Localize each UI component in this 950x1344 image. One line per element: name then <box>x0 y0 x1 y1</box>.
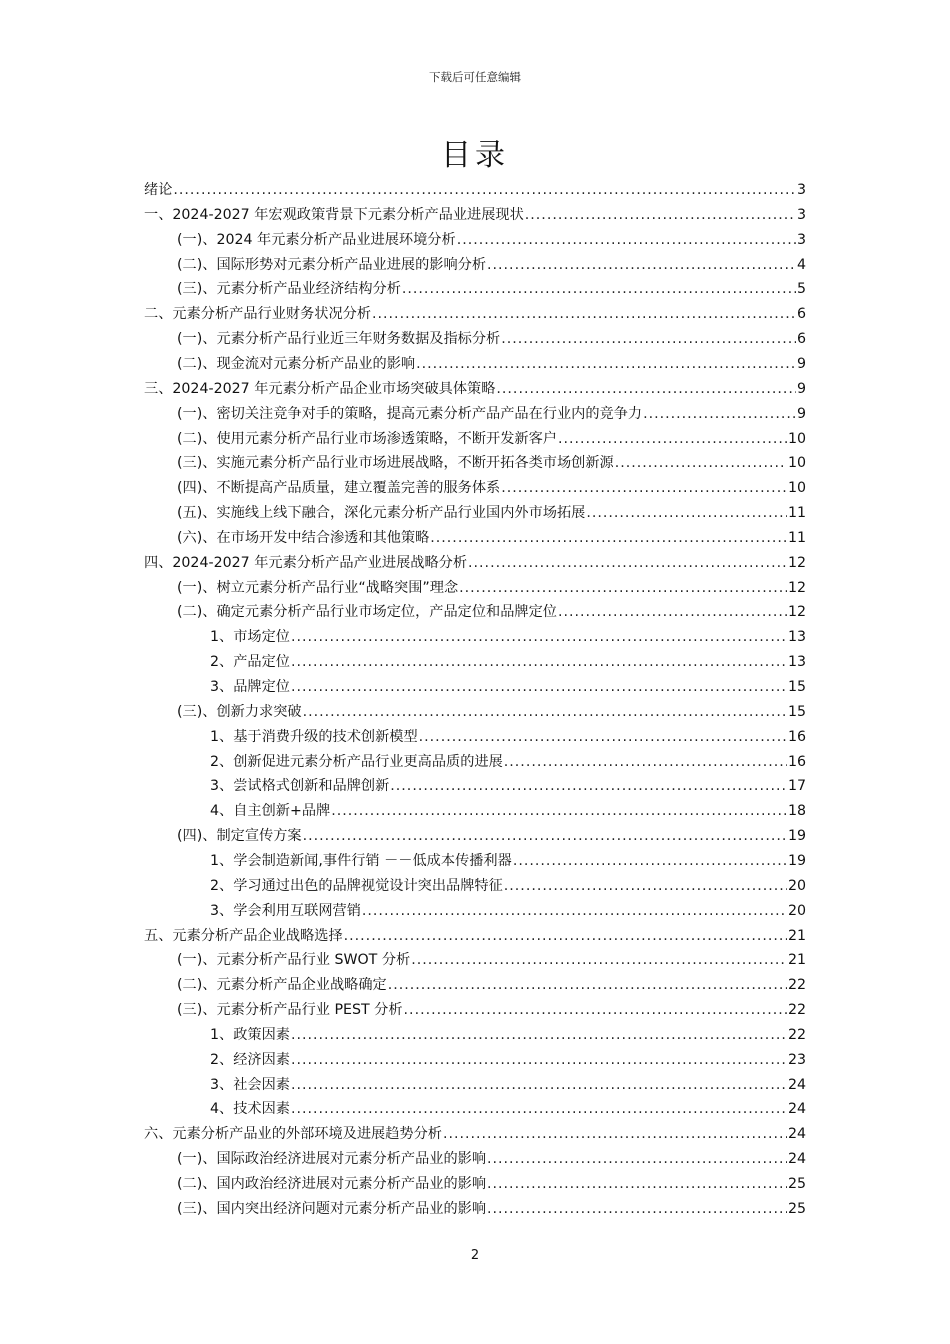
toc-entry-page-number: 13 <box>787 629 806 646</box>
toc-entry-title: 1、学会制造新闻,事件行销 －－低成本传播利器 <box>210 852 512 869</box>
toc-dot-leader <box>404 1000 787 1020</box>
toc-entry[interactable] <box>210 847 806 871</box>
page-number: 2 <box>470 1248 480 1263</box>
toc-dot-leader <box>443 1124 787 1144</box>
toc-dot-leader <box>457 230 796 250</box>
toc-entry[interactable] <box>210 1071 806 1095</box>
toc-entry-title: 五、元素分析产品企业战略选择 <box>144 927 343 944</box>
toc-entry-page-number: 9 <box>796 355 806 372</box>
toc-entry-page-number: 10 <box>787 455 806 472</box>
toc-entry[interactable] <box>210 673 806 697</box>
toc-entry[interactable] <box>210 772 806 796</box>
toc-dot-leader <box>291 1025 787 1045</box>
toc-entry-title: 3、社会因素 <box>210 1076 290 1093</box>
toc-entry-title: (五)、实施线上线下融合，深化元素分析产品行业国内外市场拓展 <box>177 505 586 522</box>
toc-entry-page-number: 4 <box>796 256 806 273</box>
toc-entry-title: 绪论 <box>144 182 173 198</box>
toc-dot-leader <box>487 1199 787 1219</box>
toc-entry[interactable] <box>177 449 806 473</box>
toc-entry-title: 1、基于消费升级的技术创新模型 <box>210 728 418 745</box>
toc-entry-page-number: 12 <box>787 554 806 571</box>
toc-dot-leader <box>303 826 787 846</box>
toc-entry-title: 4、技术因素 <box>210 1101 290 1118</box>
toc-entry-page-number: 22 <box>787 977 806 994</box>
toc-dot-leader <box>402 279 796 299</box>
toc-dot-leader <box>291 1075 787 1095</box>
toc-entry[interactable] <box>144 375 806 399</box>
toc-entry-title: (二)、国际形势对元素分析产品业进展的影响分析 <box>177 256 487 273</box>
toc-entry[interactable] <box>210 748 806 772</box>
toc-dot-leader <box>586 503 787 523</box>
toc-entry-page-number: 13 <box>787 654 806 671</box>
toc-entry-page-number: 25 <box>787 1176 806 1192</box>
toc-entry-page-number: 18 <box>787 803 806 820</box>
toc-entry-page-number: 6 <box>796 306 806 323</box>
toc-entry-page-number: 11 <box>787 529 806 546</box>
toc-dot-leader <box>496 379 796 399</box>
toc-dot-leader <box>615 453 787 473</box>
toc-dot-leader <box>468 553 787 573</box>
toc-entry-title: 三、2024-2027 年元素分析产品企业市场突破具体策略 <box>144 380 496 397</box>
toc-dot-leader <box>411 950 787 970</box>
toc-entry-page-number: 22 <box>787 1002 806 1019</box>
toc-entry-title: 4、自主创新+品牌 <box>210 803 331 820</box>
toc-entry-title: (二)、确定元素分析产品行业市场定位，产品定位和品牌定位 <box>177 604 557 621</box>
toc-entry-title: 3、尝试格式创新和品牌创新 <box>210 778 390 795</box>
toc-dot-leader <box>291 652 787 672</box>
toc-entry[interactable] <box>177 400 806 424</box>
toc-dot-leader <box>331 801 787 821</box>
toc-dot-leader <box>372 304 796 324</box>
toc-dot-leader <box>643 404 796 424</box>
toc-entry-page-number: 24 <box>787 1126 806 1143</box>
toc-entry-page-number: 25 <box>787 1200 806 1217</box>
toc-entry-title: 3、学会利用互联网营销 <box>210 902 361 919</box>
toc-entry-title: (三)、元素分析产品行业 PEST 分析 <box>177 1002 403 1019</box>
toc-entry-page-number: 23 <box>787 1051 806 1068</box>
toc-entry-page-number: 15 <box>787 703 806 720</box>
toc-entry[interactable] <box>177 275 806 299</box>
toc-entry-page-number: 9 <box>796 405 806 422</box>
toc-entry[interactable] <box>177 325 806 349</box>
toc-entry-title: (一)、2024 年元素分析产品业进展环境分析 <box>177 231 456 248</box>
toc-entry-title: (一)、树立元素分析产品行业“战略突围”理念 <box>177 579 459 596</box>
toc-entry-title: (三)、创新力求突破 <box>177 703 302 720</box>
toc-entry-page-number: 3 <box>796 206 806 223</box>
toc-entry-title: (二)、使用元素分析产品行业市场渗透策略，不断开发新客户 <box>177 430 557 447</box>
toc-entry-page-number: 10 <box>787 480 806 497</box>
toc-entry[interactable] <box>177 698 806 722</box>
toc-entry-page-number: 22 <box>787 1026 806 1043</box>
toc-entry-title: (三)、元素分析产品业经济结构分析 <box>177 281 401 298</box>
toc-entry-title: 2、经济因素 <box>210 1051 290 1068</box>
toc-entry[interactable] <box>177 598 806 622</box>
toc-entry[interactable] <box>177 499 806 523</box>
toc-entry[interactable] <box>177 350 806 374</box>
toc-dot-leader <box>501 478 787 498</box>
toc-entry[interactable] <box>210 797 806 821</box>
toc-entry-page-number: 21 <box>787 927 806 944</box>
toc-entry-page-number: 12 <box>787 604 806 621</box>
toc-entry-title: (四)、不断提高产品质量，建立覆盖完善的服务体系 <box>177 480 501 497</box>
toc-entry[interactable] <box>144 549 806 573</box>
toc-entry-page-number: 24 <box>787 1076 806 1093</box>
toc-entry-title: (三)、实施元素分析产品行业市场进展战略，不断开拓各类市场创新源 <box>177 455 614 472</box>
header-note: 下载后可任意编辑 <box>429 70 521 84</box>
toc-dot-leader <box>487 255 796 275</box>
toc-dot-leader <box>344 926 787 946</box>
toc-entry-page-number: 16 <box>787 753 806 770</box>
toc-entry[interactable] <box>177 996 806 1020</box>
toc-entry[interactable] <box>177 946 806 970</box>
toc-entry-page-number: 15 <box>787 679 806 695</box>
toc-entry[interactable] <box>210 897 806 921</box>
toc-entry-title: 3、品牌定位 <box>210 679 290 695</box>
toc-entry-title: (一)、元素分析产品行业近三年财务数据及指标分析 <box>177 331 501 348</box>
toc-entry-title: (二)、现金流对元素分析产品业的影响 <box>177 355 416 372</box>
toc-entry-page-number: 9 <box>796 380 806 397</box>
toc-entry-page-number: 3 <box>796 231 806 248</box>
toc-entry-page-number: 19 <box>787 828 806 845</box>
toc-entry[interactable] <box>177 1195 806 1219</box>
page-title: 目录 <box>441 138 509 173</box>
toc-dot-leader <box>291 677 787 697</box>
toc-dot-leader <box>430 528 787 548</box>
toc-entry[interactable] <box>177 1145 806 1169</box>
toc-entry[interactable] <box>210 723 806 747</box>
toc-entry-title: (一)、元素分析产品行业 SWOT 分析 <box>177 952 411 969</box>
toc-entry-title: 2、产品定位 <box>210 654 290 671</box>
toc-entry-title: 1、政策因素 <box>210 1026 290 1043</box>
toc-dot-leader <box>303 702 787 722</box>
toc-entry-title: (四)、制定宣传方案 <box>177 828 302 845</box>
toc-dot-leader <box>390 776 787 796</box>
toc-dot-leader <box>416 354 796 374</box>
toc-dot-leader <box>504 876 787 896</box>
toc-entry-page-number: 6 <box>796 331 806 348</box>
toc-dot-leader <box>459 578 787 598</box>
toc-entry-page-number: 16 <box>787 728 806 745</box>
toc-entry[interactable] <box>177 425 806 449</box>
toc-entry[interactable] <box>210 623 806 647</box>
toc-entry-page-number: 21 <box>787 952 806 969</box>
toc-entry-page-number: 10 <box>787 430 806 447</box>
toc-dot-leader <box>362 901 787 921</box>
toc-dot-leader <box>291 1050 787 1070</box>
toc-entry[interactable] <box>144 922 806 946</box>
toc-dot-leader <box>291 627 787 647</box>
toc-dot-leader <box>558 602 787 622</box>
toc-entry[interactable] <box>177 822 806 846</box>
toc-entry-title: (二)、元素分析产品企业战略确定 <box>177 977 387 994</box>
toc-entry[interactable] <box>144 176 806 200</box>
toc-entry-title: 一、2024-2027 年宏观政策背景下元素分析产品业进展现状 <box>144 206 524 223</box>
toc-entry-page-number: 24 <box>787 1101 806 1118</box>
toc-entry[interactable] <box>144 300 806 324</box>
toc-dot-leader <box>504 752 787 772</box>
toc-entry[interactable] <box>210 648 806 672</box>
toc-dot-leader <box>501 329 796 349</box>
toc-entry[interactable] <box>210 872 806 896</box>
toc-dot-leader <box>513 851 787 871</box>
toc-dot-leader <box>388 975 787 995</box>
toc-entry[interactable] <box>210 1046 806 1070</box>
toc-entry[interactable] <box>144 201 806 225</box>
toc-entry[interactable] <box>177 971 806 995</box>
toc-dot-leader <box>558 429 787 449</box>
toc-entry[interactable] <box>177 524 806 548</box>
toc-entry-title: 四、2024-2027 年元素分析产品产业进展战略分析 <box>144 554 468 571</box>
toc-entry[interactable] <box>177 251 806 275</box>
toc-entry-page-number: 20 <box>787 877 806 894</box>
toc-entry-title: (三)、国内突出经济问题对元素分析产品业的影响 <box>177 1200 487 1217</box>
toc-entry-title: 六、元素分析产品业的外部环境及进展趋势分析 <box>144 1126 442 1143</box>
toc-entry-page-number: 11 <box>787 505 806 522</box>
toc-dot-leader <box>173 180 796 200</box>
toc-entry[interactable] <box>177 474 806 498</box>
toc-entry[interactable] <box>144 1120 806 1144</box>
toc-entry-title: 1、市场定位 <box>210 629 290 646</box>
toc-entry-title: 二、元素分析产品行业财务状况分析 <box>144 306 372 323</box>
toc-entry-title: (六)、在市场开发中结合渗透和其他策略 <box>177 529 430 546</box>
toc-entry[interactable] <box>177 226 806 250</box>
toc-dot-leader <box>419 727 787 747</box>
toc-dot-leader <box>487 1174 787 1194</box>
toc-entry-title: 2、创新促进元素分析产品行业更高品质的进展 <box>210 753 503 770</box>
toc-entry-page-number: 3 <box>796 182 806 198</box>
toc-entry[interactable] <box>210 1021 806 1045</box>
toc-entry[interactable] <box>177 1170 806 1194</box>
toc-entry[interactable] <box>177 574 806 598</box>
toc-entry-page-number: 24 <box>787 1151 806 1168</box>
toc-entry-title: 2、学习通过出色的品牌视觉设计突出品牌特征 <box>210 877 503 894</box>
toc-entry-page-number: 20 <box>787 902 806 919</box>
toc-entry-title: (一)、国际政治经济进展对元素分析产品业的影响 <box>177 1151 487 1168</box>
toc-entry-title: (二)、国内政治经济进展对元素分析产品业的影响 <box>177 1176 487 1192</box>
toc-entry-page-number: 12 <box>787 579 806 596</box>
toc-dot-leader <box>291 1099 787 1119</box>
toc-entry[interactable] <box>210 1095 806 1119</box>
toc-entry-title: (一)、密切关注竞争对手的策略，提高元素分析产品产品在行业内的竞争力 <box>177 405 643 422</box>
toc-entry-page-number: 19 <box>787 852 806 869</box>
toc-entry-page-number: 5 <box>796 281 806 298</box>
toc-entry-page-number: 17 <box>787 778 806 795</box>
toc-dot-leader <box>487 1149 787 1169</box>
toc-dot-leader <box>525 205 796 225</box>
